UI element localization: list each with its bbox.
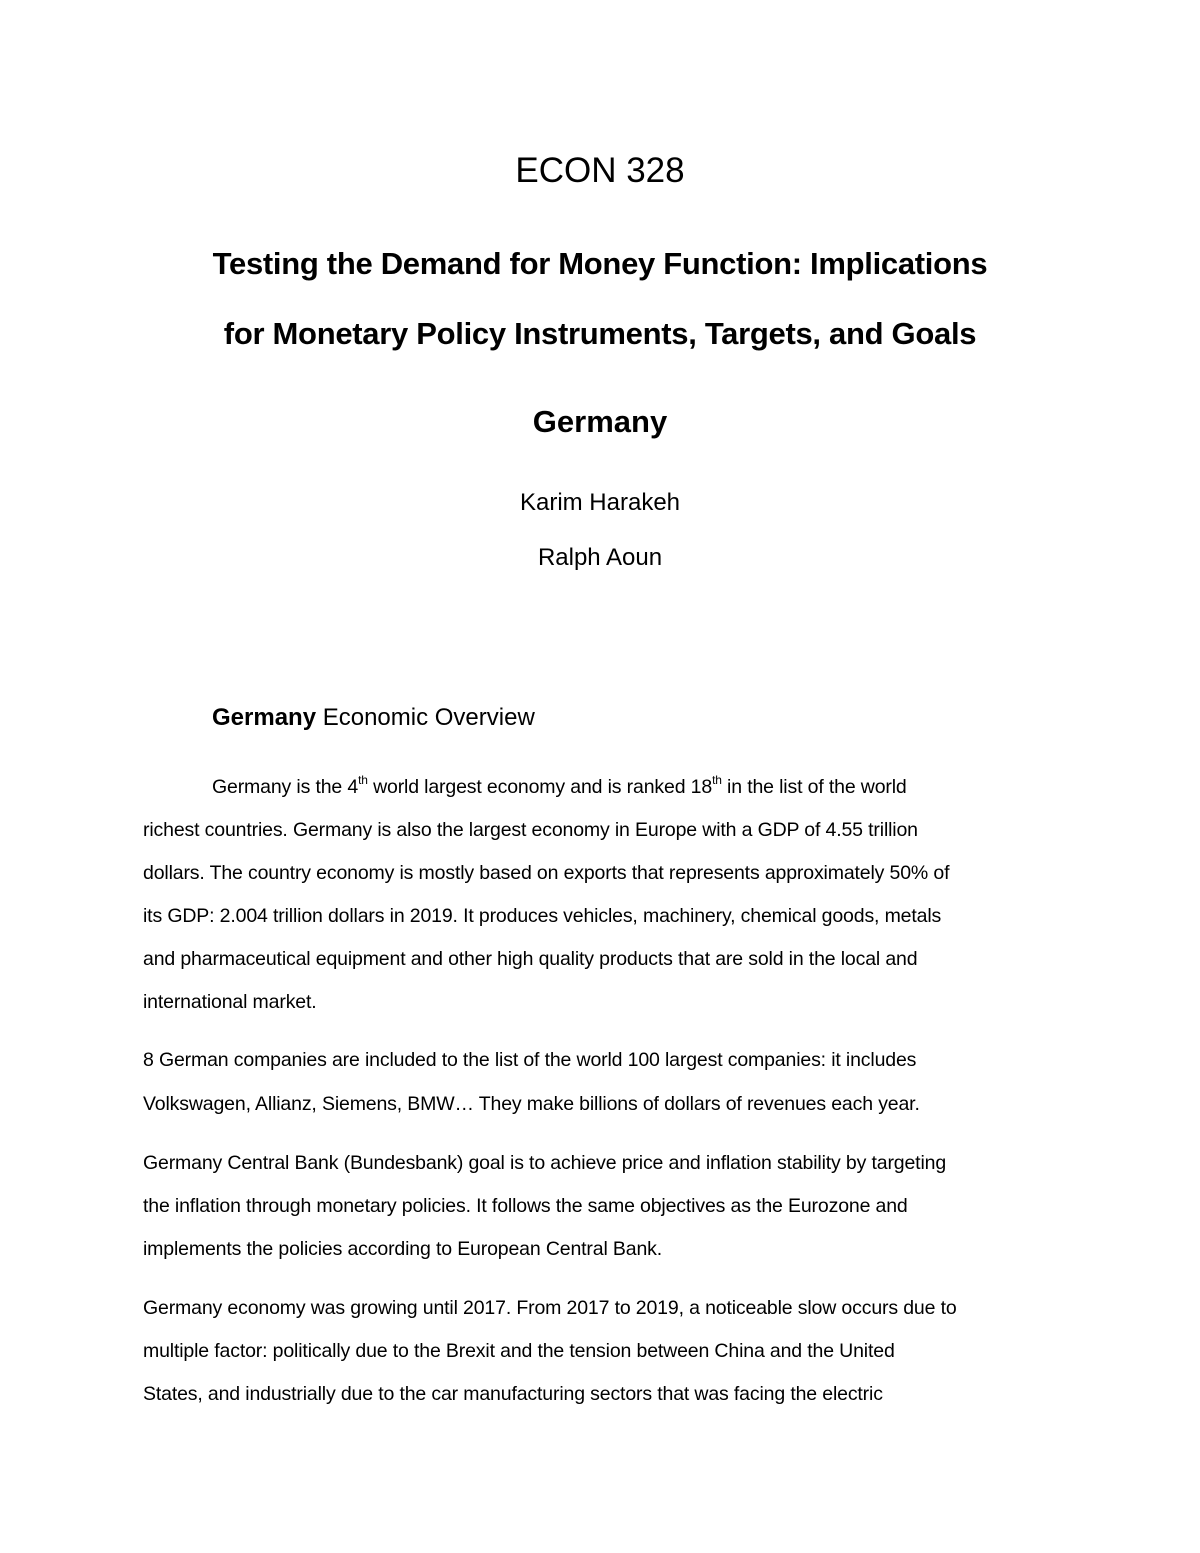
paragraph-3-line-2: the inflation through monetary policies. It follows the same objectives as the Eurozone and: [143, 1195, 908, 1217]
section-heading-rest: Economic Overview: [322, 704, 535, 731]
p1-line1-part-a: Germany is the 4: [212, 776, 359, 798]
title-line-1: Testing the Demand for Money Function: Implications: [212, 246, 988, 281]
section-heading: [212, 702, 535, 734]
author-1: Karim Harakeh: [519, 489, 681, 516]
paragraph-1-line-3: dollars. The country economy is mostly based on exports that represents approximately 50% of: [143, 862, 950, 884]
paragraph-2-line-2: Volkswagen, Allianz, Siemens, BMW… They make billions of dollars of revenues each year.: [143, 1093, 920, 1115]
country-heading: Germany: [532, 404, 668, 439]
paragraph-1-line-1: [212, 774, 907, 800]
author-2: Ralph Aoun: [537, 544, 663, 571]
paragraph-3-line-1: Germany Central Bank (Bundesbank) goal is to achieve price and inflation stability by targeting: [143, 1152, 947, 1174]
paragraph-2-line-1: 8 German companies are included to the list of the world 100 largest companies: it includes: [143, 1049, 917, 1071]
section-heading-bold: Germany: [212, 704, 323, 731]
paragraph-1-line-6: international market.: [143, 991, 317, 1013]
p1-line1-superscript-1: th: [358, 772, 368, 787]
paragraph-3-line-3: implements the policies according to European Central Bank.: [143, 1238, 663, 1260]
course-code: ECON 328: [515, 151, 685, 190]
paragraph-1-line-5: and pharmaceutical equipment and other high quality products that are sold in the local and: [143, 948, 918, 970]
paragraph-4-line-1: Germany economy was growing until 2017. From 2017 to 2019, a noticeable slow occurs due to: [143, 1297, 957, 1319]
paragraph-1-line-2: richest countries. Germany is also the largest economy in Europe with a GDP of 4.55 trillion: [143, 819, 918, 841]
p1-line1-part-c: in the list of the world: [721, 776, 907, 798]
p1-line1-superscript-2: th: [712, 772, 722, 787]
paragraph-4-line-2: multiple factor: politically due to the Brexit and the tension between China and the United: [143, 1340, 895, 1362]
title-line-2: for Monetary Policy Instruments, Targets, and Goals: [223, 316, 977, 351]
paragraph-4-line-3: States, and industrially due to the car manufacturing sectors that was facing the electric: [143, 1383, 883, 1405]
paragraph-1-line-4: its GDP: 2.004 trillion dollars in 2019. It produces vehicles, machinery, chemical goods, metals: [143, 905, 942, 927]
p1-line1-part-b: world largest economy and is ranked 18: [367, 776, 713, 798]
